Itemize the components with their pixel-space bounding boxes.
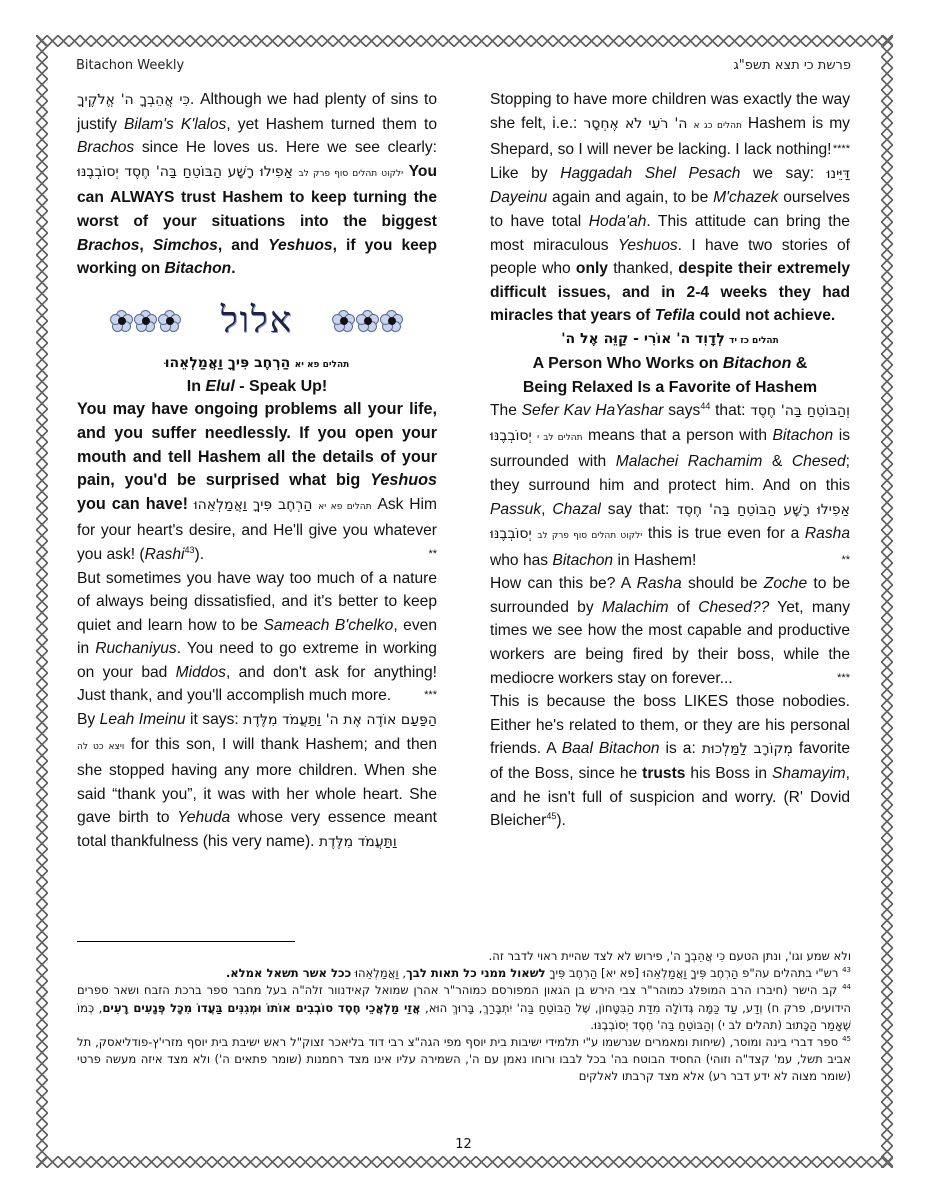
right-paragraph-4 [490, 572, 850, 690]
text: ; they surround him and protect him. And on this [490, 453, 850, 494]
right-paragraph-2 [490, 162, 850, 328]
bold-text: You may have ongoing problems all your life, and you suffer needlessly. If you open your mouth and tell Hashem all the details of your pain, you'd be surprised what big [77, 400, 437, 490]
hebrew-source: ילקוט תהלים סוף פרק לב [537, 531, 643, 542]
flower-icon [357, 310, 379, 332]
flower-group-left [111, 310, 181, 332]
footnote-43 [77, 965, 851, 982]
italic-term: Shamayim [771, 765, 846, 783]
text: The [490, 402, 522, 420]
italic-term: Hoda'ah [588, 212, 647, 230]
bold-text: You can ALWAYS trust Hashem to keep turning the worst of your situations into the biggest [77, 162, 437, 230]
flower-icon [381, 310, 403, 332]
text: is a: [659, 740, 702, 758]
italic-term: Bitachon [772, 426, 834, 444]
italic-term: Middos [175, 663, 226, 681]
footnote-ref[interactable]: 45 [546, 811, 557, 822]
right-paragraph-5 [490, 690, 850, 833]
text: means that a person with [582, 426, 773, 444]
section-title-line-2: Being Relaxed Is a Favorite of Hashem [522, 378, 818, 396]
italic-term: Passuk [490, 500, 542, 518]
section-hebrew-title [77, 353, 437, 375]
footnote-number: 43 [842, 966, 851, 975]
text: . You need to go extreme in working on your bad [77, 640, 437, 681]
italic-term: Chazal [552, 500, 601, 518]
text: that: [710, 402, 751, 420]
bold-italic-term: Tefila [654, 307, 695, 325]
hebrew-source: תהלים לב י [537, 432, 583, 443]
bold-text: trusts [642, 765, 686, 783]
text: Hashem is my Shepard, so I will never be lacking. I lack nothing! [490, 114, 850, 159]
text: , even in [77, 616, 437, 658]
text: should be [681, 575, 764, 593]
text: whose very essence meant total thankfulness (his very name). [77, 809, 437, 851]
right-column [490, 88, 850, 833]
footnote-ref[interactable]: 44 [700, 400, 711, 411]
hebrew-source: תהלים כז יד [729, 335, 779, 346]
bold-text: . [231, 260, 236, 278]
border-right [881, 35, 893, 1168]
hebrew-quote: דַּיֵּינוּ [826, 165, 850, 182]
text: & [791, 354, 808, 372]
separator-stars: **** [832, 143, 850, 156]
left-paragraph-3 [77, 567, 437, 709]
italic-term: Sameach B'chelko [263, 616, 394, 634]
bold-text: , [139, 236, 153, 254]
border-bottom [36, 1156, 893, 1168]
italic-term: Rasha [636, 575, 682, 593]
footnote-44 [77, 982, 851, 1034]
bold-text: , if you keep working on [77, 236, 438, 278]
left-column [77, 88, 437, 855]
hebrew-source: תהלים פא יא [318, 501, 372, 512]
italic-term: Chesed [791, 453, 846, 471]
hebrew-quote: אַפִילוּ רָשָׁע הַבּוֹטֵחַ בַּה' חֶסֶד יְסוֹבְבֶנּוּ [77, 163, 293, 180]
separator-stars: ** [841, 553, 850, 566]
hebrew-source: ילקוט תהלים סוף פרק לב [298, 168, 404, 179]
separator-stars: ** [428, 547, 437, 560]
text: This is because the boss LIKES those nobodies. Either he's related to them, or they are his personal friends. A [490, 693, 850, 758]
text: קב הישר (חיברו הרב המופלג כמוהר"ר צבי הירש בן הגאון המפורסם כמוהר"ר אהרן שמואל קאידנוור זלה"ה בעל מחבר ספר ברכת הזבח ושאר ספרים הידועים, פרק ח) וְדַע, עַד כַּמָּה גְּדוֹלָה מִדַּת הַבִּטָּחוֹן, שֶׁל הַבּוֹטֵחַ בַּה' יִתְבָּרַךְ, בָּרוּךְ הוּא, [77, 983, 851, 1015]
flower-icon [333, 310, 355, 332]
italic-term: Bitachon [722, 354, 792, 372]
text: says [663, 402, 701, 420]
header-title: Bitachon Weekly [76, 58, 185, 73]
left-paragraph-4 [77, 708, 437, 855]
text: for this son, I will thank Hashem; and then she stopped having any more children. When she said “thank you”, it was with her whole heart. She gave birth to [77, 735, 437, 827]
section-title [77, 375, 437, 399]
border-left [36, 35, 48, 1168]
text: it says: [185, 711, 244, 729]
italic-term: Leah Imeinu [99, 711, 186, 729]
italic-term: Yehuda [177, 809, 231, 827]
bold-italic-term: Simchos [152, 236, 218, 254]
left-paragraph-2 [77, 398, 437, 566]
italic-term: Rasha [804, 525, 850, 543]
italic-term: Dayeinu [490, 189, 548, 207]
text: Although we had plenty of sins to justify [77, 91, 437, 133]
hebrew-quote: הַרְחֶב פִּיךָ וַאֲמַלְאֵהוּ [193, 496, 313, 513]
italic-term: Haggadah Shel Pesach [560, 164, 741, 182]
italic-term: Zoche [763, 575, 808, 593]
text: Stopping to have more children was exactly the way she felt, i.e.: [490, 91, 850, 132]
italic-term: M'chazek [713, 189, 779, 207]
footnote-number: 45 [842, 1035, 851, 1044]
footnote-separator [77, 941, 295, 942]
flower-group-right [333, 310, 403, 332]
text: In [186, 377, 206, 395]
italic-term: Ruchaniyus [95, 640, 177, 658]
text: in Hashem! [613, 551, 697, 569]
italic-term: Bilam's K'lalos [123, 115, 227, 133]
italic-term: Sefer Kav HaYashar [521, 402, 664, 420]
italic-term: Malachei Rachamim [615, 453, 763, 471]
text: ). [194, 545, 205, 563]
separator-stars: *** [424, 689, 437, 702]
text: his Boss in [685, 765, 772, 783]
bold-text: you can have! [77, 494, 188, 513]
text: is surrounded with [490, 426, 850, 471]
text: A Person Who Works on [532, 354, 723, 372]
elul-heading: אלול [220, 299, 294, 341]
bold-italic-term: Yeshuos [370, 471, 437, 490]
text: say that: [600, 500, 677, 518]
hebrew-source: תהלים כג א [693, 120, 742, 131]
hebrew-quote: מְקוֹרָב לַמַּלְכוּת [701, 741, 793, 758]
hebrew-quote: וְהַבּוֹטֵחַ בַּה' חֶסֶד יְסוֹבְבֶנּוּ [490, 403, 850, 444]
hebrew-quote: אַפִילוּ רָשָׁע הַבּוֹטֵחַ בַּה' חֶסֶד יְסוֹבְבֶנּוּ [490, 501, 850, 543]
text: thanked, [607, 260, 679, 278]
text: , [541, 500, 553, 518]
hebrew-source: ויצא כט לה [77, 741, 125, 752]
text: since He loves us. Here we see clearly: [134, 139, 437, 157]
page-number: 12 [455, 1137, 472, 1152]
flower-icon [111, 310, 133, 332]
text: - Speak Up! [234, 377, 328, 395]
text: this is true even for a [642, 525, 805, 543]
bold-italic-term: Yeshuos [268, 236, 333, 254]
right-paragraph-1 [490, 88, 850, 162]
footnotes [77, 948, 851, 1086]
header-parsha: פרשת כי תצא תשפ"ג [733, 58, 851, 73]
text: ספר דברי בינה ומוסר, (שיחות ומאמרים שנרשמו ע"י תלמידי ישיבות בית יוסף מפי הגה"צ רבי דוד בליאכר זצוק"ל ראש ישיבת בית יוסף מזרי'ץ-פודליאסק, תל אביב תשל, עמ' קצד"ה וזוהי) החסיד הבוטח בה' בכל לבבו ורוחו נאמן עם ה', השמירה עליו אינו מצד רחמנות (שומר פתאים ה') ולא מצד איזה מעשה פרטי (שומר מצוה לא ידע דבר רע) אלא מצד קרבתו לאלקים [77, 1035, 851, 1084]
section-title [490, 352, 850, 376]
separator-stars: *** [837, 671, 850, 684]
text: Ask Him for your heart's desire, and He'll give you whatever you ask! ( [77, 495, 437, 563]
footnote-ref[interactable]: 43 [184, 544, 195, 555]
bold-text: , and [217, 236, 269, 254]
text: & [762, 453, 792, 471]
text: to be surrounded by [490, 575, 851, 616]
text: ourselves to have total [490, 189, 850, 230]
elul-banner [77, 295, 437, 347]
italic-term: Bitachon [552, 551, 614, 569]
text: But sometimes you have way too much of a nature of always being dissatisfied, and it's better to keep quiet and learn how to be [77, 569, 437, 634]
hebrew-quote: הַפַּעַם אוֹדֶה אֶת ה' וַתַּעֲמֹד מִלֶּדֶת [243, 712, 437, 729]
text: we say: [740, 164, 827, 182]
text: רש"י בתהלים עה"פ הַרְחֶב פִּיךָ וַאֲמַלְאֵהוּ [פא יא] הַרְחֶב פִּיךָ [545, 966, 843, 981]
hebrew-quote: וַתַּעֲמֹד מִלֶּדֶת [318, 834, 397, 851]
hebrew-source: תהלים פא יא [294, 359, 350, 370]
flower-icon [159, 310, 181, 332]
text: By [77, 711, 100, 729]
text: , וַאֲמַלְאֵהוּ [351, 966, 407, 981]
text: How can this be? A [490, 575, 637, 593]
text: again and again, to be [547, 189, 714, 207]
italic-term: Malachim [601, 598, 669, 616]
text: Yet, many times we see how the most capable and productive workers are being fired by their boss, while the mediocre workers stay on forever... [490, 598, 850, 687]
footnote-45 [77, 1034, 851, 1086]
bold-text: despite their extremely difficult issues, and in 2-4 weeks they had miracles that years of [490, 260, 850, 325]
italic-term: Brachos [77, 139, 135, 157]
right-paragraph-3 [490, 399, 850, 572]
hebrew-quote: ה' רֹעִי לֹא אֶחְסָר [583, 115, 688, 132]
italic-term: Rashi [144, 545, 185, 563]
bold-italic-term: Brachos [77, 236, 140, 254]
text: who has [490, 551, 553, 569]
footnote-continuation: ולא שמע וגו', ונתן הטעם כִּי אֲהֵבְךָ ה', פירוש לא לצד שהיית ראוי לדבר זה. [488, 949, 851, 963]
text: Like by [490, 164, 561, 182]
left-paragraph-1 [77, 88, 437, 281]
text: of [668, 598, 699, 616]
flower-icon [135, 310, 157, 332]
text: . I have two stories of people who [490, 236, 850, 278]
text: ). [556, 812, 566, 830]
text: , and don't ask for anything! Just thank, and you'll accomplish much more. [77, 663, 437, 705]
italic-term: Elul [205, 377, 235, 395]
text: favorite of the Boss, since he [490, 740, 850, 783]
bold-text: could not achieve. [694, 307, 836, 325]
border-top [36, 35, 893, 47]
italic-term: Chesed?? [698, 598, 770, 616]
hebrew-title: לְדָוִד ה' אוֹרִי - קַוֵּה אֶל ה' [561, 330, 725, 347]
bold-text: לשאול ממני כל תאות לבך [406, 966, 546, 981]
text: , and he isn't full of suspicion and worry. (R' Dovid Bleicher [490, 765, 850, 830]
bold-text: אֲזַי מַלְאֲכֵי חֶסֶד סוֹבְבִים אוֹתוֹ וּמְגִנִּים בַּעֲדוֹ מִכָּל פְּגָעִים רָעִים [102, 1000, 421, 1015]
text: , כְּמוֹ שֶׁאָמַר הַכָּתוּב (תהלים לב י) וְהַבּוֹטֵחַ בַּה' חֶסֶד יְסוֹבְבֶנּוּ. [77, 1000, 851, 1032]
footnote-number: 44 [842, 983, 851, 992]
italic-term: Baal Bitachon [561, 740, 660, 758]
bold-text: ככל אשר תשאל אמלא. [225, 966, 352, 981]
hebrew-quote: .כִּי אֲהֵבְךָ ה' אֱלֹקֶיךָ [77, 92, 195, 108]
italic-term: Yeshuos [617, 236, 678, 254]
section-hebrew-title [490, 328, 850, 352]
text: . This attitude can bring the most miraculous [490, 212, 850, 254]
text: , yet Hashem turned them to [226, 115, 437, 133]
bold-text: only [575, 260, 608, 278]
hebrew-title: הַרְחֶב פִּיךָ וַאֲמַלְאֵהוּ [164, 354, 291, 371]
bold-italic-term: Bitachon [164, 260, 232, 278]
